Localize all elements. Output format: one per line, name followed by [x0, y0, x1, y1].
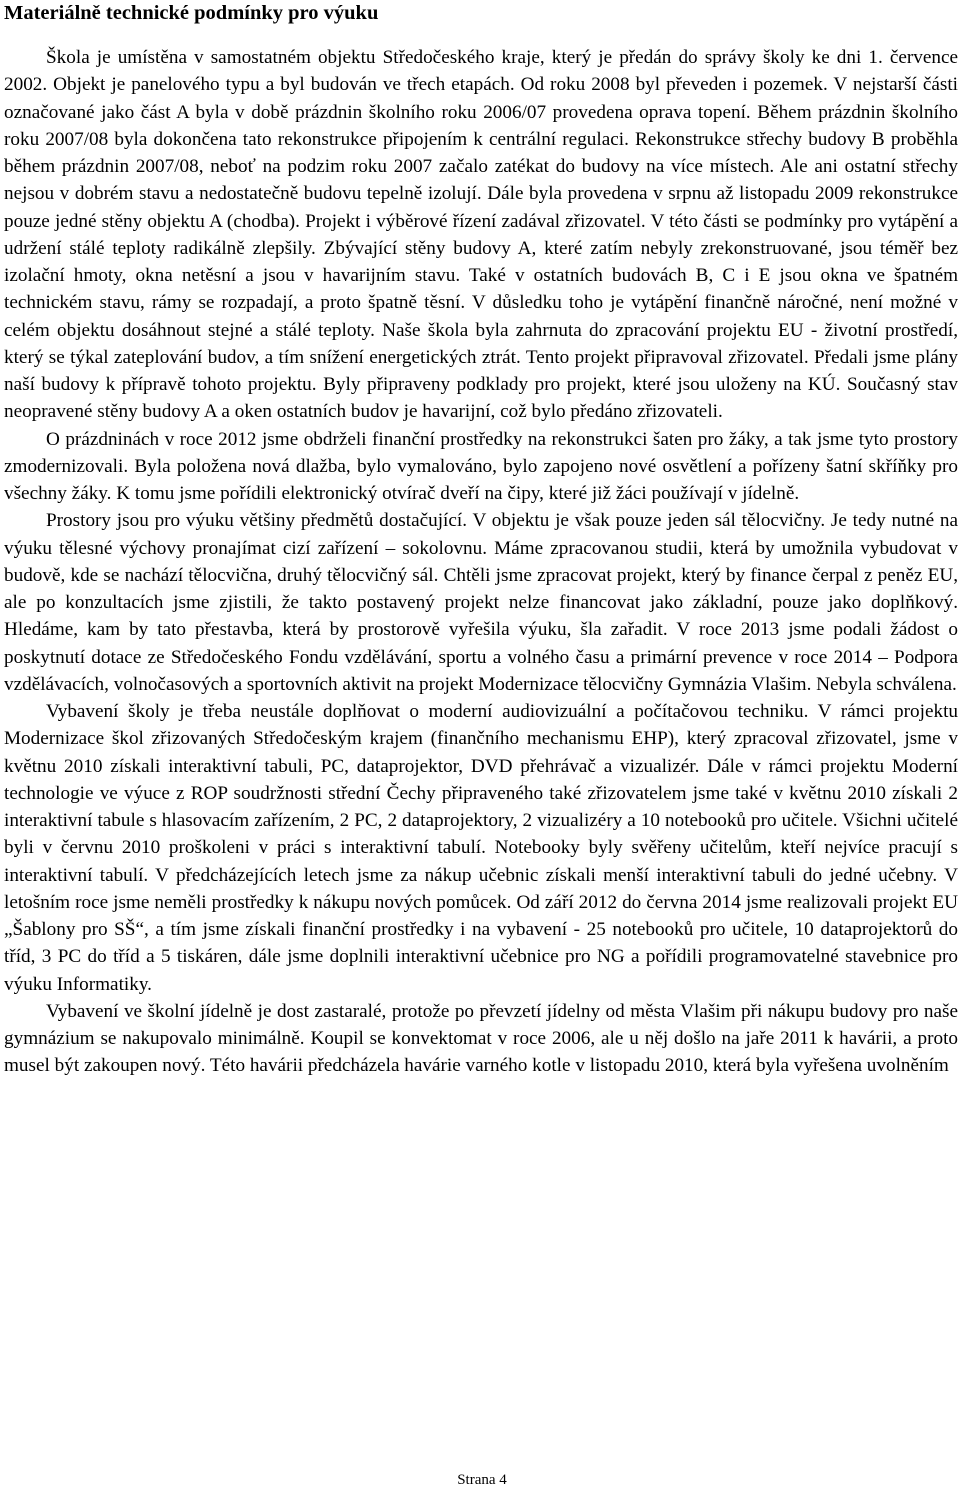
paragraph-equipment: Vybavení školy je třeba neustále doplňovat o moderní audiovizuální a počítačovou techniku. V rámci projektu Modernizace škol zřizovaných Středočeským krajem (finančního mechanismu EHP), který zpracoval zřizovatel, jsme v květnu 2010 získali interaktivní tabuli, PC, dataprojektor, DVD přehrávač a vizualizér. Dále v rámci projektu Moderní technologie ve výuce z ROP soudržnosti střední Čechy připraveného také zřizovatelem jsme také v květnu 2010 získali 2 interaktivní tabule s hlasovacím zařízením, 2 PC, 2 dataprojektory, 2 vizualizéry a 10 notebooků pro učitele. Všichni učitelé byli v červnu 2010 proškoleni v práci s interaktivní tabulí. Notebooky byly svěřeny učitelům, kteří nejvíce pracují s interaktivní tabulí. V předcházejících letech jsme za nákup učebnic získali menší interaktivní tabuli do jedné učebny. V letošním roce jsme neměli prostředky k nákupu nových pomůcek. Od září 2012 do června 2014 jsme realizovali projekt EU „Šablony pro SŠ“, a tím jsme získali finanční prostředky i na vybavení - 25 notebooků pro učitele, 10 dataprojektorů do tříd, 3 PC do tříd a 5 tiskáren, dále jsme doplnili interaktivní učebnice pro NG a pořídili programovatelné stavebnice pro výuku Informatiky.	[4, 701, 958, 995]
paragraph-canteen: Vybavení ve školní jídelně je dost zastaralé, protože po převzetí jídelny od města Vlašim při nákupu budovy pro naše gymnázium se nakupovalo minimálně. Koupil se konvektomat v roce 2006, ale u něj došlo na jaře 2011 k havárii, a proto musel být zakoupen nový. Této havárii předcházela havárie varného kotle v listopadu 2010, která byla vyřešena uvolněním	[4, 1000, 958, 1077]
page-number: Strana 4	[457, 1472, 507, 1488]
section-heading: Materiálně technické podmínky pro výuku	[4, 2, 379, 24]
body-text	[4, 44, 958, 1080]
document-page	[4, 0, 960, 1493]
paragraph-building: Škola je umístěna v samostatném objektu Středočeského kraje, který je předán do správy školy ke dni 1. července 2002. Objekt je panelového typu a byl budován ve třech etapách. Od roku 2008 byl převeden i pozemek. V nejstarší části označované jako část A byla v době prázdnin školního roku 2006/07 provedena oprava topení. Během prázdnin školního roku 2007/08 byla dokončena tato rekonstrukce připojením k centrální regulaci. Rekonstrukce střechy budovy B proběhla během prázdnin 2007/08, neboť na podzim roku 2007 začalo zatékat do budovy na více místech. Ale ani ostatní střechy nejsou v dobrém stavu a nedostatečně budovu tepelně izolují. Dále byla provedena v srpnu až listopadu 2009 rekonstrukce pouze jedné stěny objektu A (chodba). Projekt i výběrové řízení zadával zřizovatel. V této části se podmínky pro vytápění a udržení stálé teploty radikálně zlepšily. Zbývající stěny budovy A, které zatím nebyly zrekonstruované, jsou téměř bez izolační hmoty, okna netěsní a jsou v havarijním stavu. Také v ostatních budovách B, C i E jsou okna ve špatném technickém stavu, rámy se rozpadají, a proto špatně těsní. V důsledku toho je vytápění finančně náročné, není možné v celém objektu dosáhnout stejné a stálé teploty. Naše škola byla zahrnuta do zpracování projektu EU - životní prostředí, který se týkal zateplování budov, a tím snížení energetických ztrát. Tento projekt připravoval zřizovatel. Předali jsme plány naší budovy k přípravě tohoto projektu. Byly připraveny podklady pro projekt, které jsou uloženy na KÚ. Současný stav neopravené stěny budovy A a oken ostatních budov je havarijní, což bylo předáno zřizovateli.	[4, 47, 958, 423]
paragraph-cloakrooms: O prázdninách v roce 2012 jsme obdrželi finanční prostředky na rekonstrukci šaten pro žáky, a tak jsme tyto prostory zmodernizovali. Byla položena nová dlažba, bylo vymalováno, bylo zapojeno nové osvětlení a pořízeny šatní skříňky pro všechny žáky. K tomu jsme pořídili elektronický otvírač dveří na čipy, které již žáci používají v jídelně.	[4, 428, 958, 504]
paragraph-gym: Prostory jsou pro výuku většiny předmětů dostačující. V objektu je však pouze jeden sál tělocvičny. Je tedy nutné na výuku tělesné výchovy pronajímat cizí zařízení – sokolovnu. Máme zpracovanou studii, která by umožnila vybudovat v budově, kde se nachází tělocvična, druhý tělocvičný sál. Chtěli jsme zpracovat projekt, který by finance čerpal z peněz EU, ale po konzultacích jsme zjistili, že takto postavený projekt nelze financovat jako základní, pouze jako doplňkový. Hledáme, kam by tato přestavba, která by prostorově vyřešila výuku, šla zařadit. V roce 2013 jsme podali žádost o poskytnutí dotace ze Středočeského Fondu vzdělávání, sportu a volného času a primární prevence v roce 2014 – Podpora vzdělávacích, volnočasových a sportovních aktivit na projekt Modernizace tělocvičny Gymnázia Vlašim. Nebyla schválena.	[4, 510, 958, 695]
